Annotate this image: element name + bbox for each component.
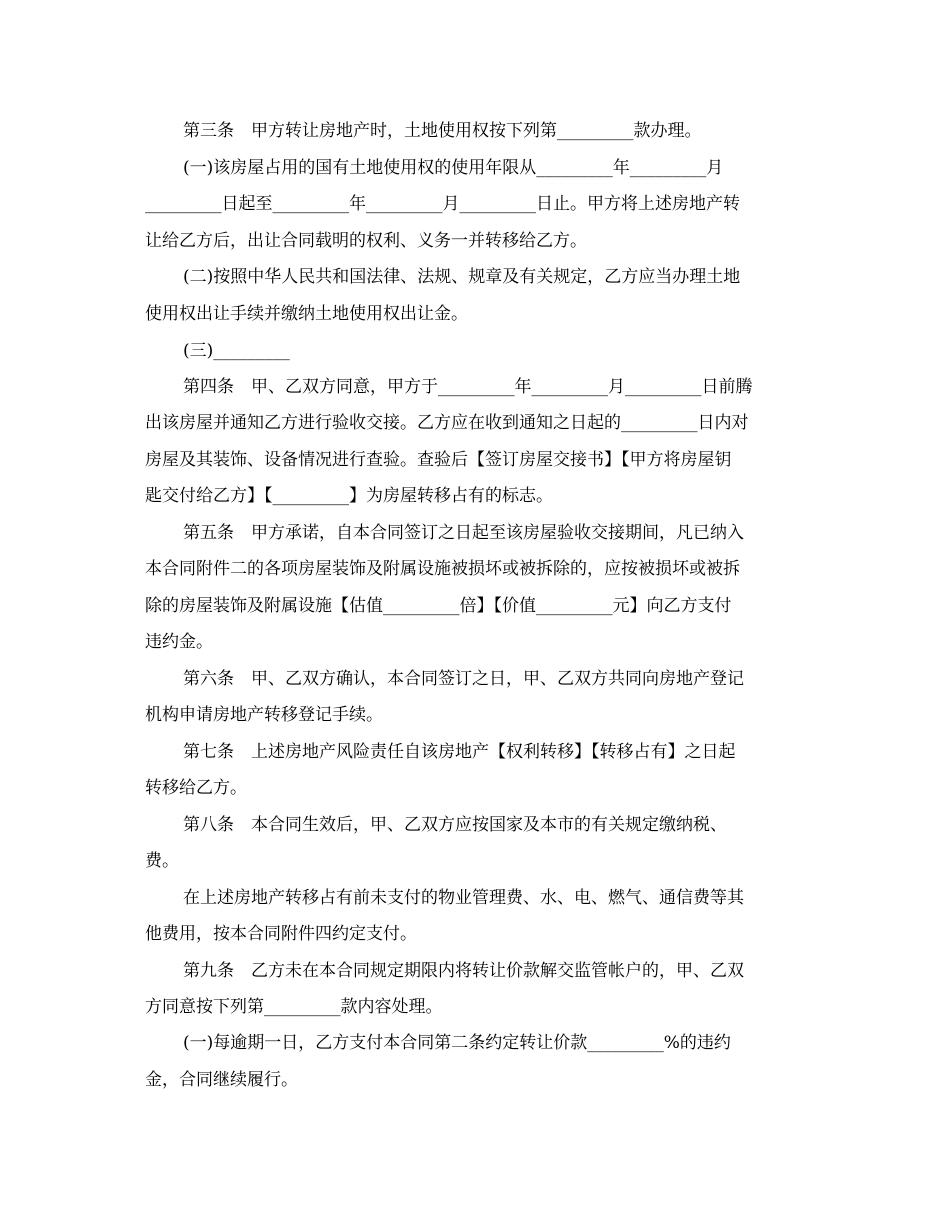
paragraph-line: 方同意按下列第_________款内容处理。 (145, 997, 443, 1017)
paragraph-line: 除的房屋装饰及附属设施【估值_________倍】【价值_________元】向乙方支付 (145, 596, 732, 616)
paragraph-line: 转移给乙方。 (145, 778, 247, 798)
paragraph-line: 匙交付给乙方】【_________】为房屋转移占有的标志。 (145, 486, 553, 506)
paragraph-line: 房屋及其装饰、设备情况进行查验。查验后【签订房屋交接书】【甲方将房屋钥 (145, 450, 732, 470)
paragraph-line: 费。 (145, 851, 179, 871)
paragraph-line: 违约金。 (145, 632, 213, 652)
paragraph-line: _________日起至_________年_________月_________日止。甲方将上述房地产转 (145, 194, 740, 214)
paragraph-line: 第三条 甲方转让房地产时，土地使用权按下列第_________款办理。 (183, 121, 702, 141)
paragraph-line: 第九条 乙方未在本合同规定期限内将转让价款解交监管帐户的，甲、乙双 (183, 961, 744, 981)
paragraph-line: 让给乙方后，出让合同载明的权利、义务一并转移给乙方。 (145, 231, 587, 251)
paragraph-line: 第六条 甲、乙双方确认，本合同签订之日，甲、乙双方共同向房地产登记 (183, 669, 744, 689)
paragraph-line: 他费用，按本合同附件四约定支付。 (145, 924, 417, 944)
paragraph-line: (三)_________ (183, 341, 290, 361)
paragraph-line: 使用权出让手续并缴纳土地使用权出让金。 (145, 304, 468, 324)
paragraph-line: 第五条 甲方承诺，自本合同签订之日起至该房屋验收交接期间，凡已纳入 (183, 523, 744, 543)
paragraph-line: 出该房屋并通知乙方进行验收交接。乙方应在收到通知之日起的_________日内对 (145, 413, 749, 433)
paragraph-line: 在上述房地产转移占有前未支付的物业管理费、水、电、燃气、通信费等其 (183, 888, 744, 908)
paragraph-line: (一)每逾期一日，乙方支付本合同第二条约定转让价款_________%的违约 (183, 1033, 731, 1053)
paragraph-line: 机构申请房地产转移登记手续。 (145, 705, 383, 725)
paragraph-line: 本合同附件二的各项房屋装饰及附属设施被损坏或被拆除的，应按被损坏或被拆 (145, 559, 740, 579)
paragraph-line: (一)该房屋占用的国有土地使用权的使用年限从_________年_________月 (183, 158, 724, 178)
paragraph-line: 第四条 甲、乙双方同意，甲方于_________年_________月_________日前腾 (183, 377, 753, 397)
paragraph-line: (二)按照中华人民共和国法律、法规、规章及有关规定，乙方应当办理土地 (183, 267, 741, 287)
paragraph-line: 第八条 本合同生效后，甲、乙双方应按国家及本市的有关规定缴纳税、 (183, 815, 727, 835)
paragraph-line: 第七条 上述房地产风险责任自该房地产【权利转移】【转移占有】之日起 (183, 742, 736, 762)
paragraph-line: 金，合同继续履行。 (145, 1070, 298, 1090)
